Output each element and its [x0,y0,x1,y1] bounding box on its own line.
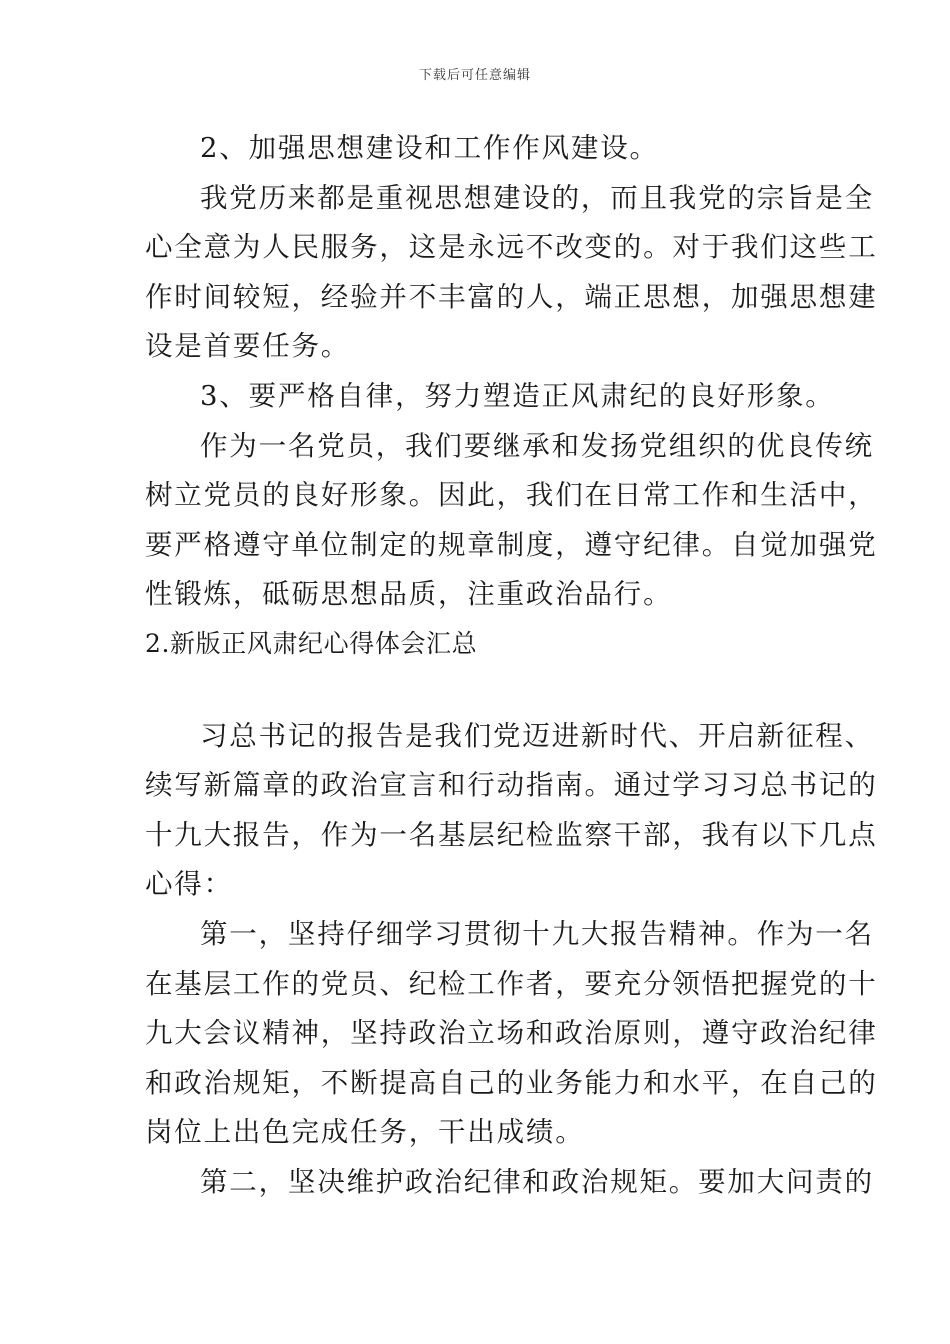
paragraph-line: 树立党员的良好形象。因此，我们在日常工作和生活中， [145,479,878,512]
page-header-note: 下载后可任意编辑 [418,68,531,83]
paragraph-line: 第一，坚持仔细学习贯彻十九大报告精神。作为一名 [200,917,874,950]
paragraph-line: 第二，坚决维护政治纪律和政治规矩。要加大问责的 [200,1165,874,1198]
paragraph-line: 习总书记的报告是我们党迈进新时代、开启新征程、 [200,719,874,752]
paragraph-line: 作为一名党员，我们要继承和发扬党组织的优良传统 [200,429,874,462]
section-title: 2.新版正风肃纪心得体会汇总 [145,628,478,658]
paragraph-heading-2: 2、加强思想建设和工作作风建设。 [200,132,659,164]
paragraph-line: 作时间较短，经验并不丰富的人，端正思想，加强思想建 [145,280,878,313]
paragraph-line: 九大会议精神，坚持政治立场和政治原则，遵守政治纪律 [145,1017,878,1050]
paragraph-line: 和政治规矩，不断提高自己的业务能力和水平，在自己的 [145,1066,878,1099]
paragraph-line: 十九大报告，作为一名基层纪检监察干部，我有以下几点 [145,818,878,851]
paragraph-line: 续写新篇章的政治宣言和行动指南。通过学习习总书记的 [145,769,878,802]
paragraph-line: 心全意为人民服务，这是永远不改变的。对于我们这些工 [145,231,878,264]
paragraph-line: 设是首要任务。 [145,330,351,363]
paragraph-line: 在基层工作的党员、纪检工作者，要充分领悟把握党的十 [145,967,878,1000]
paragraph-line: 要严格遵守单位制定的规章制度，遵守纪律。自觉加强党 [145,528,878,561]
paragraph-line: 性锻炼，砥砺思想品质，注重政治品行。 [145,578,673,611]
paragraph-heading-3: 3、要严格自律，努力塑造正风肃纪的良好形象。 [200,379,835,412]
blank-spacer [145,674,810,716]
paragraph-line: 岗位上出色完成任务，干出成绩。 [145,1116,585,1149]
paragraph-line: 心得： [145,868,233,901]
paragraph-line: 我党历来都是重视思想建设的，而且我党的宗旨是全 [200,181,874,214]
document-body [145,128,878,1211]
